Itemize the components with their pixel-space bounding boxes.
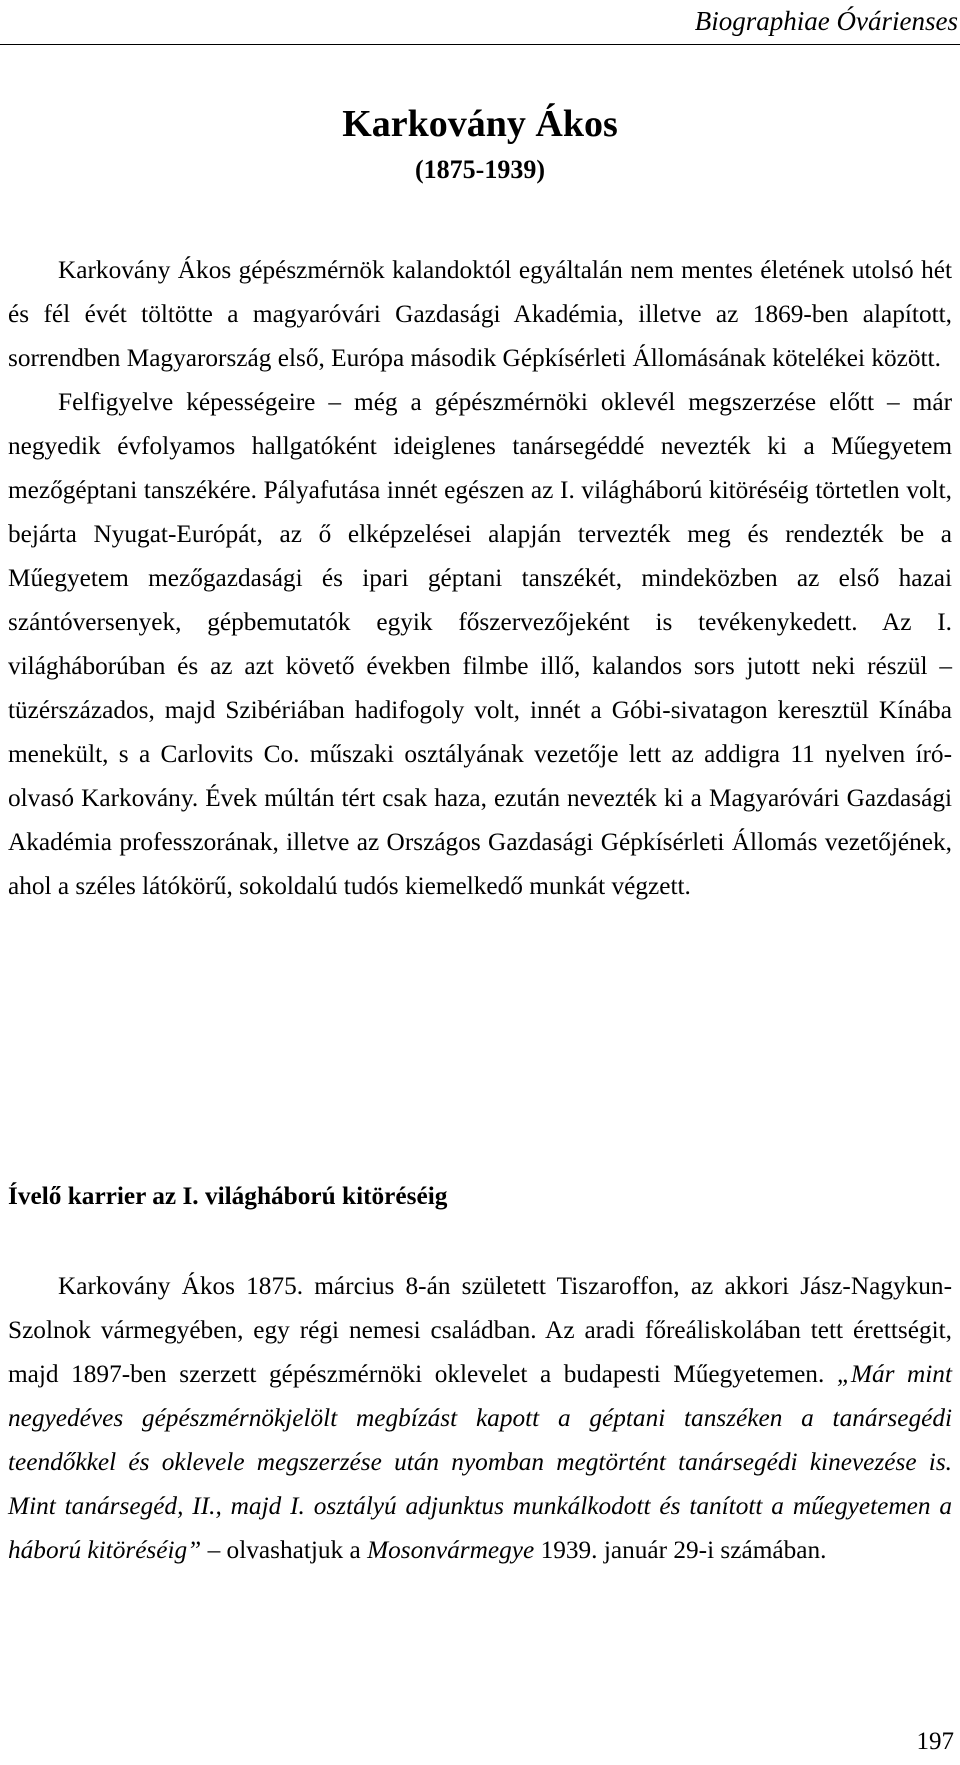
- header-rule: [0, 44, 960, 45]
- section-text-start: Karkovány Ákos 1875. március 8-án született Tiszaroffon, az akkori Jász-Nagykun-Szolnok vármegyében, egy régi nemesi családban. Az aradi főreáliskolában tett érettségit, majd 1897-ben szerzett gépészmérnöki oklevelet a budapesti Műegyetemen.: [8, 1272, 952, 1388]
- section-heading: Ívelő karrier az I. világháború kitöréséig: [8, 1182, 448, 1210]
- title-block: [0, 100, 960, 187]
- section-paragraph: [8, 1264, 952, 1572]
- article-title: Karkovány Ákos: [342, 103, 618, 145]
- section-quote: „Már mint negyedéves gépészmérnökjelölt megbízást kapott a géptani tanszéken a tanársegédi teendőkkel és oklevele megszerzése után nyomban megtörtént tanársegédi kinevezése is. Mint tanársegéd, II., majd I. osztályú adjunktus munkálkodott és tanított a műegyetemen a háború kitöréséig”: [8, 1360, 952, 1564]
- intro-paragraph-2: Felfigyelve képességeire – még a gépészmérnöki oklevél megszerzése előtt – már negyedik évfolyamos hallgatóként ideiglenes tanársegéddé nevezték ki a Műegyetem mezőgéptani tanszékére. Pályafutása innét egészen az I. világháború kitöréséig törtetlen volt, bejárta Nyugat-Európát, az ő elképzelései alapján tervezték meg és rendezték be a Műegyetem mezőgazdasági és ipari géptani tanszékét, mindeközben az első hazai szántóversenyek, gépbemutatók egyik főszervezőjeként is tevékenykedett. Az I. világháborúban és az azt követő években filmbe illő, kalandos sors jutott neki részül – tüzérszázados, majd Szibériában hadifogoly volt, innét a Góbi-sivatagon keresztül Kínába menekült, s a Carlovits Co. műszaki osztályának vezetője lett az addigra 11 nyelven író-olvasó Karkovány. Évek múltán tért csak haza, ezután nevezték ki a Magyaróvári Gazdasági Akadémia professzorának, illetve az Országos Gazdasági Gépkísérleti Állomás vezetőjének, ahol a széles látókörű, sokoldalú tudós kiemelkedő munkát végzett.: [8, 388, 952, 900]
- article-years: (1875-1939): [415, 155, 545, 185]
- running-header: Biographiae Óvárienses: [694, 6, 958, 36]
- section-text-mid: – olvashatjuk a: [201, 1536, 368, 1564]
- page-number: 197: [916, 1728, 954, 1755]
- section-text-end: 1939. január 29-i számában.: [534, 1536, 827, 1564]
- section-source: Mosonvármegye: [367, 1536, 535, 1564]
- intro-paragraph-1: Karkovány Ákos gépészmérnök kalandoktól egyáltalán nem mentes életének utolsó hét és fél évét töltötte a magyaróvári Gazdasági Akadémia, illetve az 1869-ben alapított, sorrendben Magyarország első, Európa második Gépkísérleti Állomásának kötelékei között.: [8, 256, 952, 372]
- intro-paragraphs: [8, 248, 952, 908]
